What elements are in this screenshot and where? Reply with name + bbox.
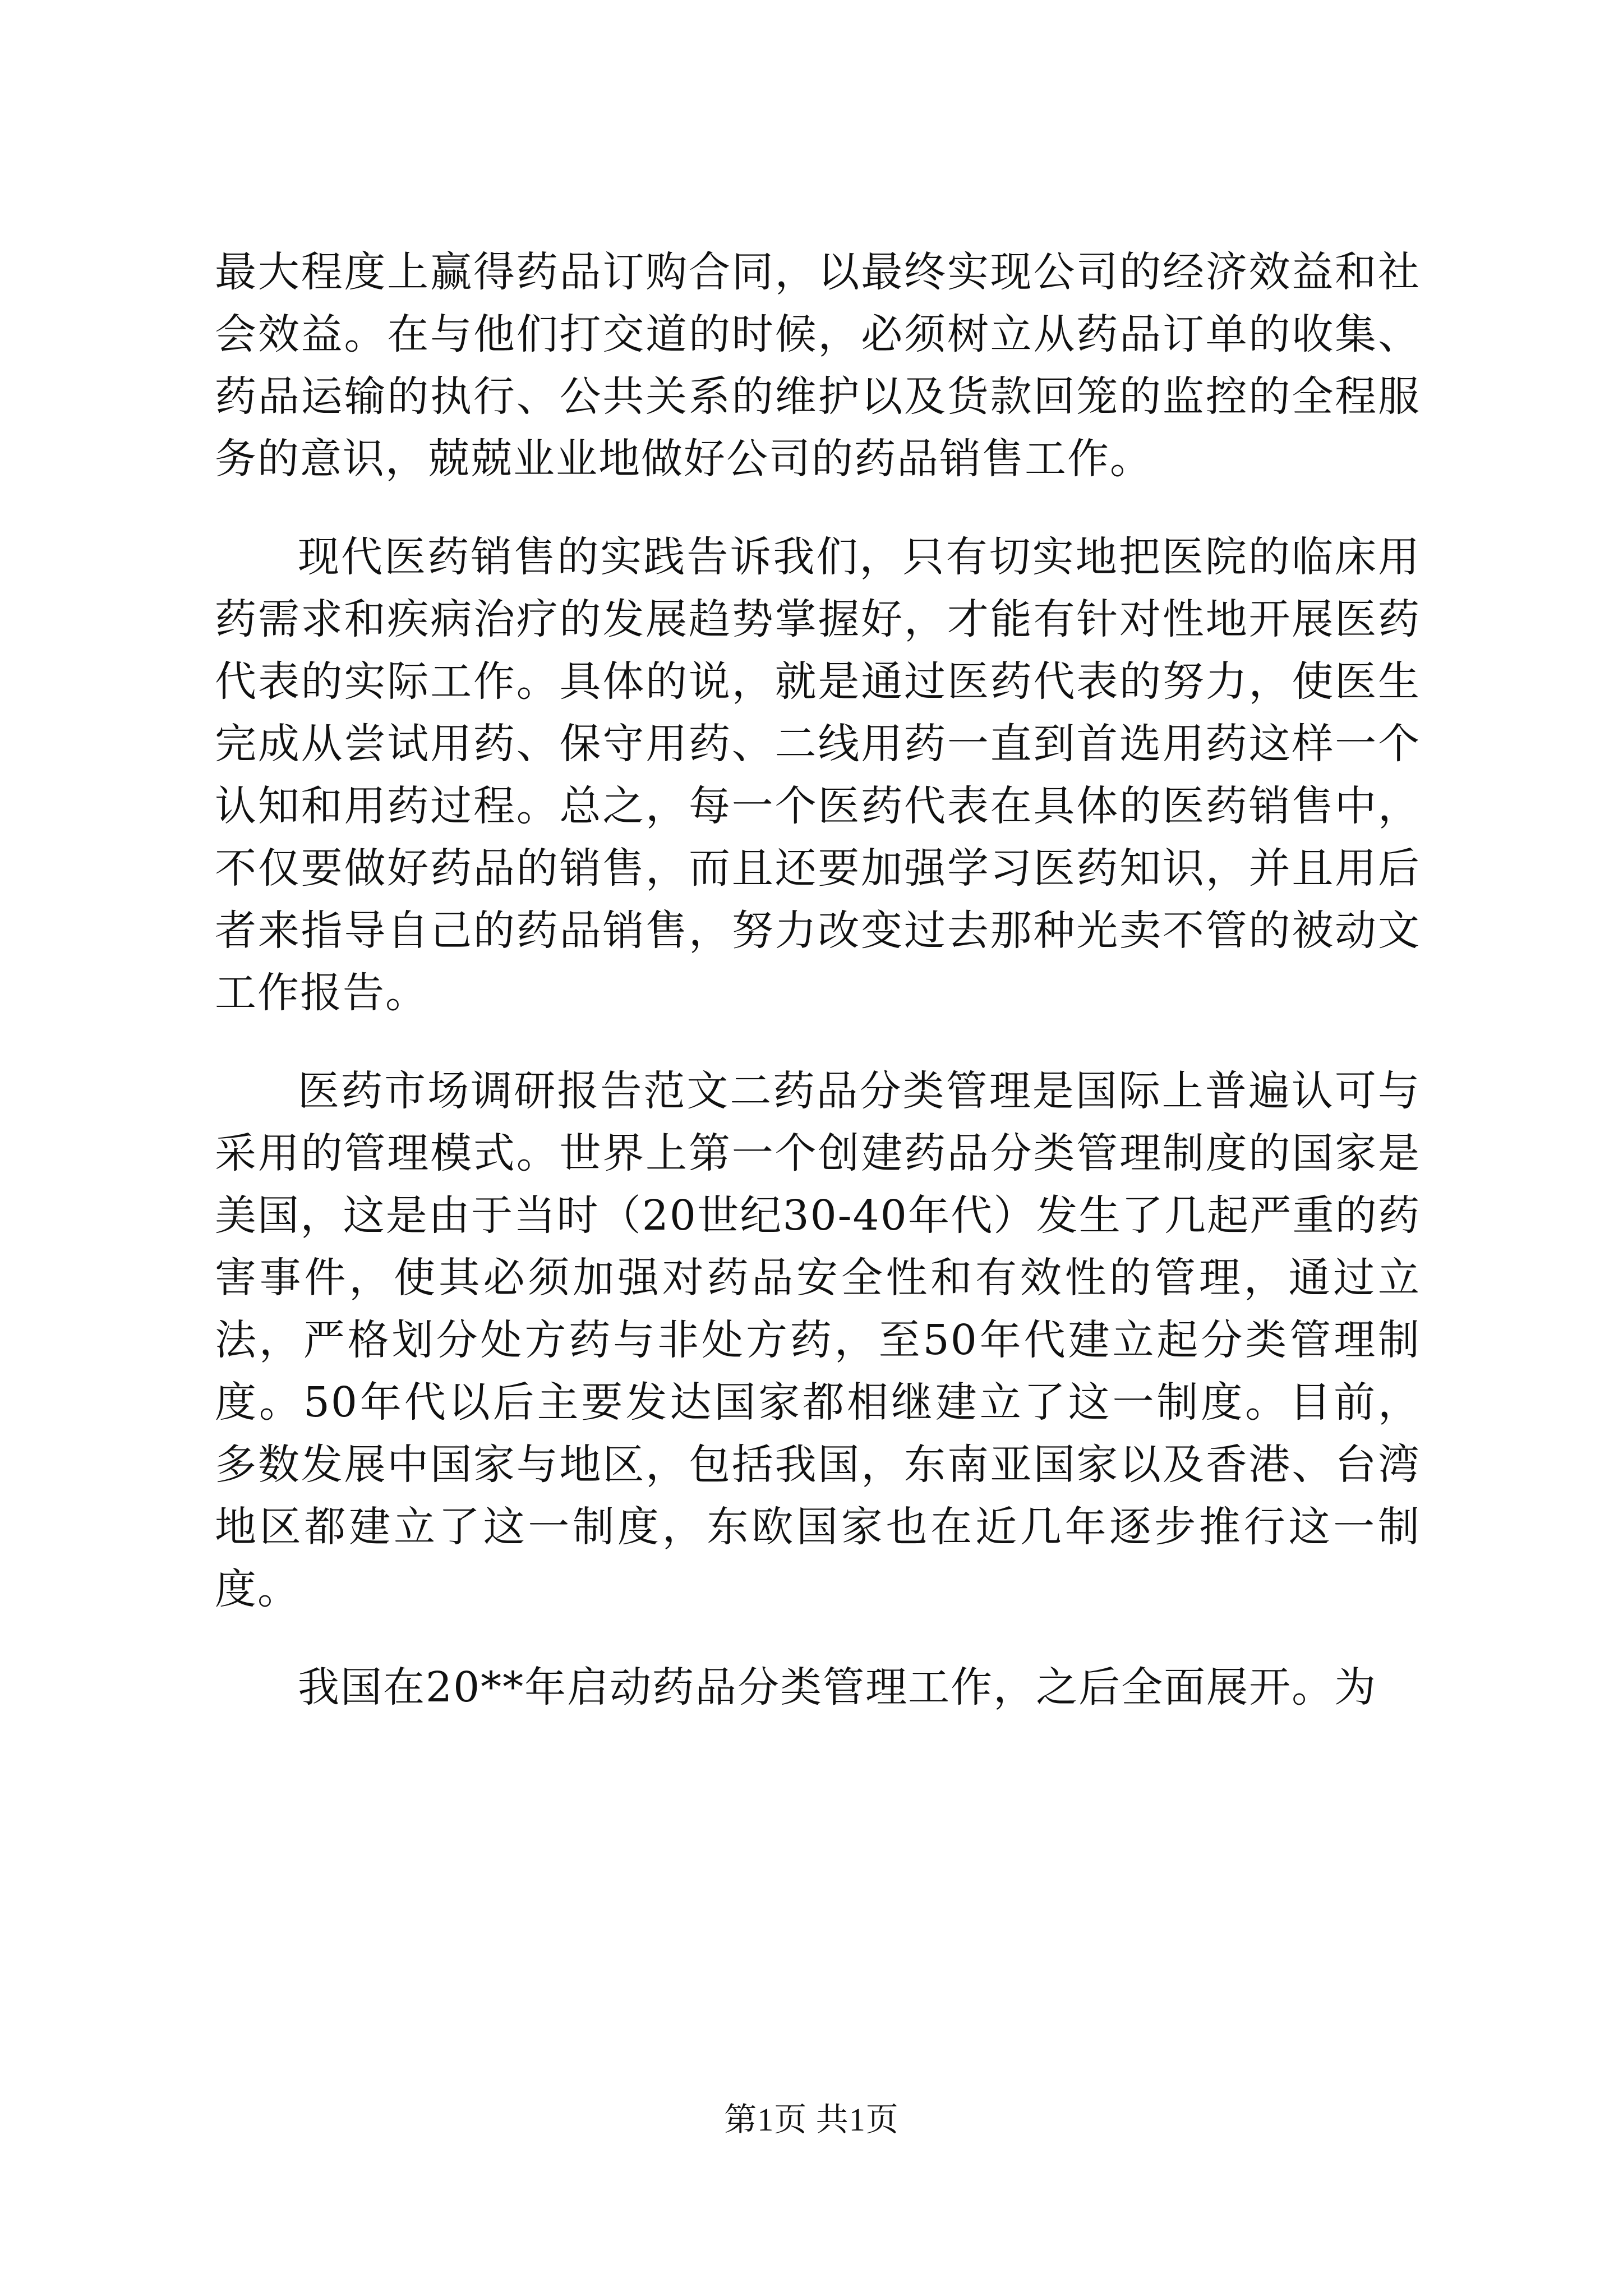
page-footer: 第1页 共1页 <box>724 2101 899 2138</box>
paragraph-1: 最大程度上赢得药品订购合同，以最终实现公司的经济效益和社会效益。在与他们打交道的时候，必须树立从药品订单的收集、药品运输的执行、公共关系的维护以及货款回笼的监控的全程服务的意识，兢兢业业地做好公司的药品销售工作。 <box>215 248 1421 483</box>
paragraph-2: 现代医药销售的实践告诉我们，只有切实地把医院的临床用药需求和疾病治疗的发展趋势掌握好，才能有针对性地开展医药代表的实际工作。具体的说，就是通过医药代表的努力，使医生完成从尝试用药、保守用药、二线用药一直到首选用药这样一个认知和用药过程。总之，每一个医药代表在具体的医药销售中，不仅要做好药品的销售，而且还要加强学习医药知识，并且用后者来指导自己的药品销售，努力改变过去那种光卖不管的被动文工作报告。 <box>215 533 1421 1017</box>
paragraph-4: 我国在20**年启动药品分类管理工作，之后全面展开。为 <box>298 1663 1377 1711</box>
document-body <box>215 241 1421 1719</box>
paragraph-3: 医药市场调研报告范文二药品分类管理是国际上普遍认可与采用的管理模式。世界上第一个创建药品分类管理制度的国家是美国，这是由于当时（20世纪30-40年代）发生了几起严重的药害事件，使其必须加强对药品安全性和有效性的管理，通过立法，严格划分处方药与非处方药，至50年代建立起分类管理制度。50年代以后主要发达国家都相继建立了这一制度。目前，多数发展中国家与地区，包括我国，东南亚国家以及香港、台湾地区都建立了这一制度，东欧国家也在近几年逐步推行这一制度。 <box>215 1067 1421 1613</box>
